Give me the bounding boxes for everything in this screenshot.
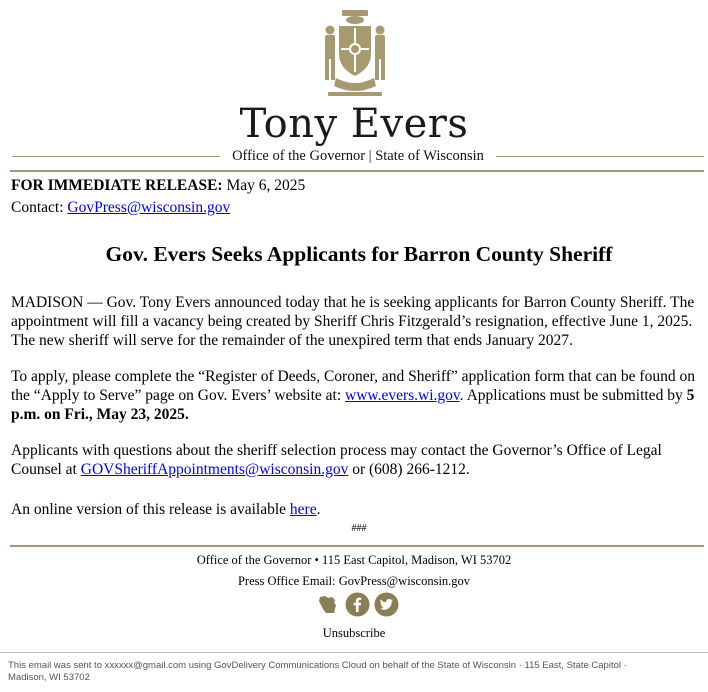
subtitle-row xyxy=(12,146,704,166)
deadline: 5 p.m. on Fri., May 23, 2025. xyxy=(11,387,695,423)
wisconsin-icon[interactable] xyxy=(316,592,341,617)
footer-press-email: Press Office Email: GovPress@wisconsin.gov xyxy=(237,574,471,588)
online-period: . xyxy=(316,501,321,518)
subtitle xyxy=(12,146,704,166)
headline: Gov. Evers Seeks Applicants for Barron County Sheriff xyxy=(105,242,613,266)
contact-label: Contact: xyxy=(11,199,64,216)
unsubscribe-link[interactable] xyxy=(0,624,708,642)
end-mark: ### xyxy=(351,523,367,534)
unsubscribe-text[interactable]: Unsubscribe xyxy=(322,626,386,640)
legal-divider xyxy=(0,652,708,653)
legal-disclaimer: This email was sent to xxxxxx@gmail.com using GovDelivery Communications Cloud on behalf of the State of Wisconsin · 115 East, State Capitol · Madison, WI 53702 xyxy=(8,660,627,683)
online-version-link[interactable]: here xyxy=(289,501,317,518)
evers-website-link[interactable]: www.evers.wi.gov xyxy=(345,387,460,404)
questions-phone: or (608) 266-1212. xyxy=(348,461,470,478)
header xyxy=(0,0,708,172)
top-divider xyxy=(10,170,704,172)
contact-line xyxy=(11,198,230,218)
wisconsin-seal-logo xyxy=(306,8,404,100)
paragraph-apply xyxy=(11,367,701,424)
online-text: An online version of this release is available xyxy=(11,501,290,518)
twitter-icon[interactable] xyxy=(374,592,399,617)
apply-text-2: . Applications must be submitted by xyxy=(459,387,687,404)
release-date: May 6, 2025 xyxy=(226,177,306,194)
apply-text: To apply, please complete the “Register of Deeds, Coroner, and Sheriff” application form that can be found on the “Apply to Serve” page on Gov. Evers’ website at: xyxy=(11,368,695,404)
release-label: FOR IMMEDIATE RELEASE: xyxy=(11,177,223,194)
release-line xyxy=(11,176,305,196)
bottom-divider xyxy=(10,545,704,547)
subtitle-text: Office of the Governor | State of Wisconsin xyxy=(220,148,496,164)
footer-address: Office of the Governor • 115 East Capitol, Madison, WI 53702 xyxy=(196,553,512,567)
contact-email-link[interactable]: GovPress@wisconsin.gov xyxy=(67,199,231,216)
paragraph-announcement: MADISON — Gov. Tony Evers announced today that he is seeking applicants for Barron County Sheriff. The appointment will fill a vacancy being created by Sheriff Chris Fitzgerald’s resignation, effective June 1, 2025. The new sheriff will serve for the remainder of the unexpired term that ends January 2027. xyxy=(11,294,695,349)
facebook-icon[interactable] xyxy=(345,592,370,617)
questions-text: Applicants with questions about the sheriff selection process may contact the Governor’s Office of Legal Counsel at xyxy=(11,442,662,478)
paragraph-online-version xyxy=(11,500,701,519)
paragraph-questions xyxy=(11,441,701,479)
social-icons xyxy=(316,592,400,618)
governor-name: Tony Evers xyxy=(239,101,469,147)
sheriff-appointments-email-link[interactable]: GOVSheriffAppointments@wisconsin.gov xyxy=(80,461,349,478)
